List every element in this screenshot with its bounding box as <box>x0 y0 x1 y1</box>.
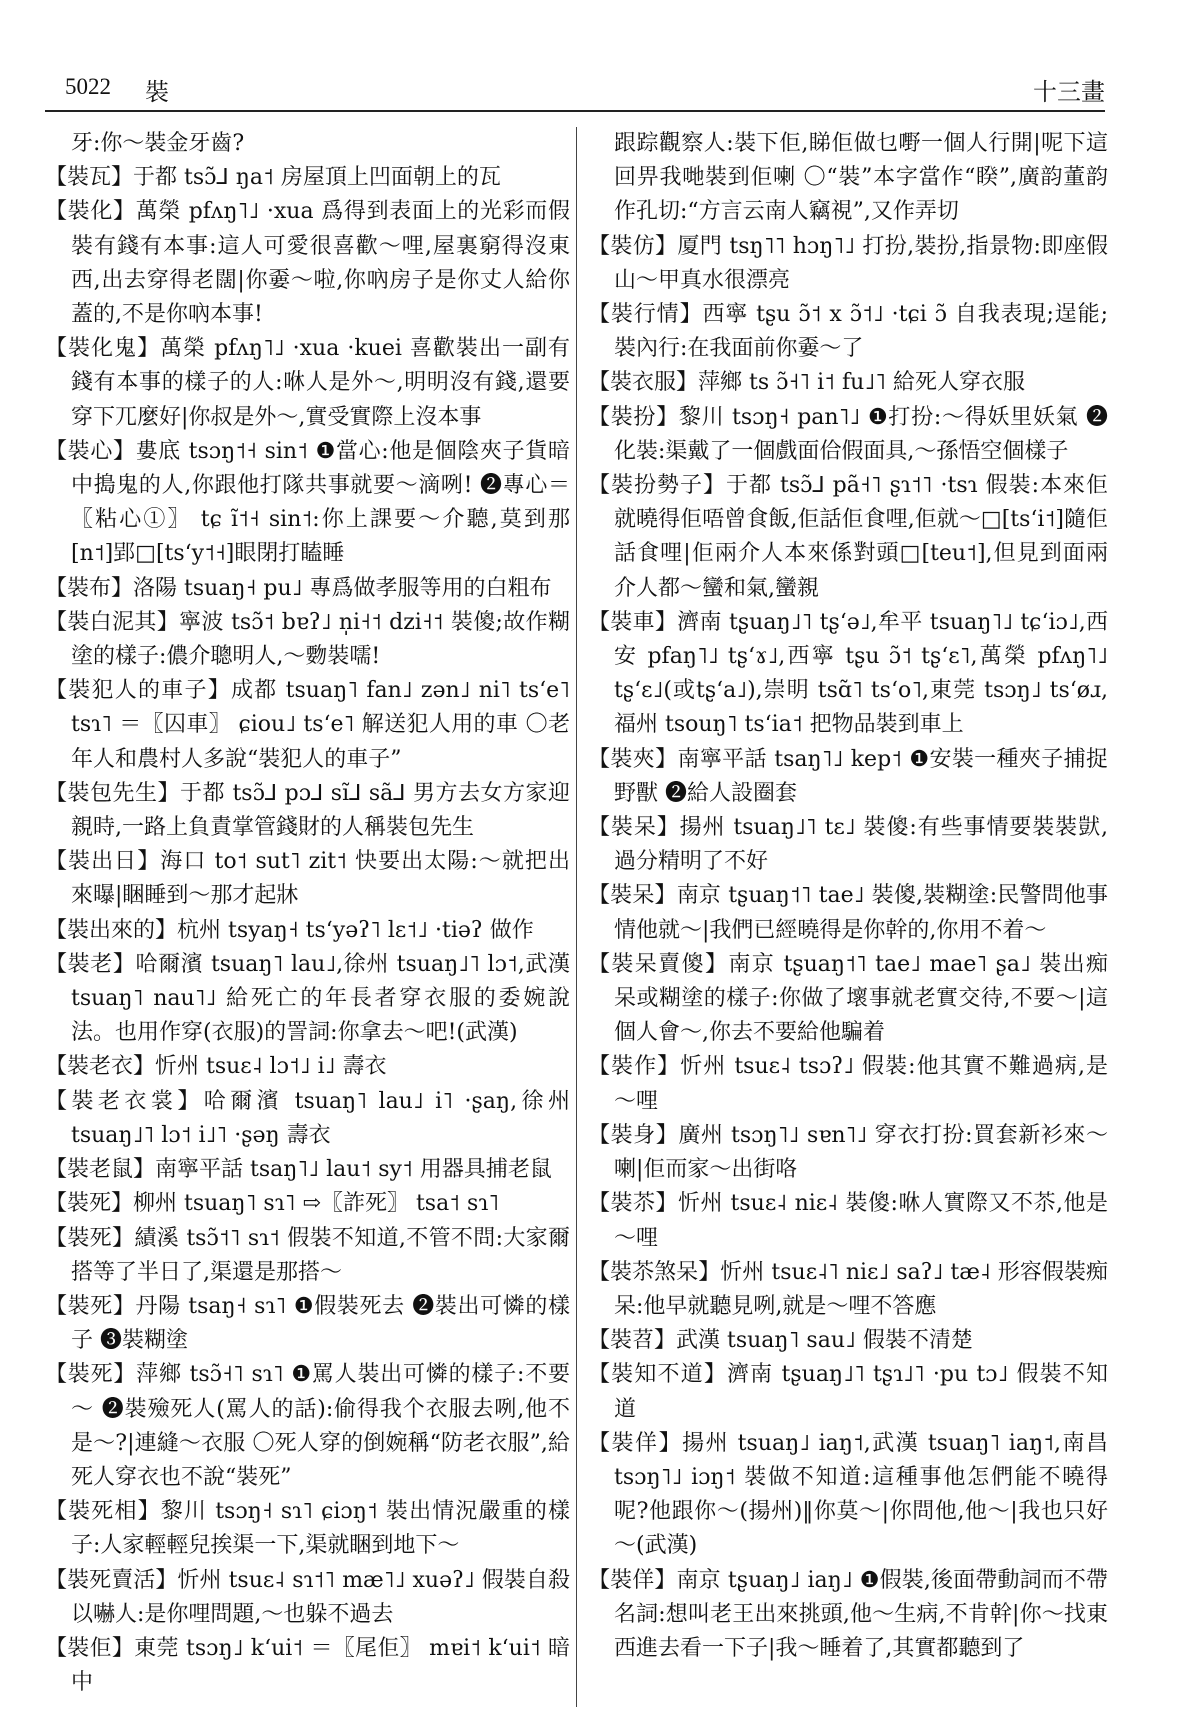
dictionary-entry: 【裝死相】黎川 tsɔŋ˧ sɿ˥ ɕiɔŋ˦ 裝出情況嚴重的樣子:人家輕輕兒挨渠一下,渠就睏到地下～ <box>45 1499 570 1559</box>
dictionary-entry: 【裝夾】南寧平話 tsaŋ˥˩ kep˦ ❶安裝一種夾子捕捉野獸 ❷給人設圈套 <box>588 746 1108 806</box>
dictionary-entry: 【裝苶煞呆】忻州 tsuɛ˨˥ niɛ˩ saʔ˩ tæ˨ 形容假裝痴呆:他早就聽見咧,就是～哩不答應 <box>588 1259 1108 1319</box>
dictionary-entry: 【裝呆】揚州 tsuaŋ˩˥ tɛ˩ 裝傻:有些事情要裝裝獃,過分精明了不好 <box>588 815 1108 875</box>
dictionary-entry: 【裝死】丹陽 tsaŋ˧ sɿ˥ ❶假裝死去 ❷裝出可憐的樣子 ❸裝糊塗 <box>45 1293 570 1354</box>
dictionary-entry: 【裝車】濟南 tʂuaŋ˩˥ tʂʻə˩,牟平 tsuaŋ˥˩ tɕʻiɔ˩,西安 pfaŋ˥˩ tʂʻɤ˩,西寧 tʂu ɔ̃˦ tʂʻɛ˥,萬榮 pfʌŋ˥˩ tʂʻɛ˩(或tʂʻa˩),崇明 tsɑ̃˥ tsʻo˥,東莞 tsɔŋ˩ tsʻøɹ,福州 tsouŋ˥ tsʻia˦ 把物品裝到車上 <box>588 609 1108 738</box>
page-number: 5022 <box>65 74 111 99</box>
dictionary-entry: 【裝老衣】忻州 tsuɛ˨ lɔ˦˩ i˩ 壽衣 <box>45 1054 387 1080</box>
continued-text: 牙:你～裝金牙齒? <box>71 131 245 156</box>
dictionary-entry: 【裝扮】黎川 tsɔŋ˧ pan˥˩ ❶打扮:～得妖里妖氣 ❷化裝:渠戴了一個戲面佮假面具,～孫悟空個樣子 <box>588 404 1108 464</box>
dictionary-entry: 【裝犯人的車子】成都 tsuaŋ˥ fan˩ zən˩ ni˥ tsʻe˥ tsɿ˥ ＝〖囚車〗 ɕiou˩ tsʻe˥ 解送犯人用的車 〇老年人和農村人多說“裝犯人的車子” <box>45 678 570 772</box>
dictionary-entry: 【裝苶】忻州 tsuɛ˨ niɛ˨ 裝傻:咻人實際又不苶,他是～哩 <box>588 1191 1108 1251</box>
dictionary-entry: 【裝死】績溪 tsɔ̃˦˥ sɿ˦ 假裝不知道,不管不問:大家爾搭等了半日了,渠還是那搭～ <box>45 1225 570 1285</box>
dictionary-entry: 【裝佢】東莞 tsɔŋ˩ kʻui˦ ＝〖尾佢〗 mɐi˦ kʻui˦ 暗中 <box>45 1635 570 1696</box>
dictionary-entry: 【裝包先生】于都 tsɔ̃⅃ pɔ⅃ sĩ⅃ sã⅃ 男方去女方家迎親時,一路上負責掌管錢財的人稱裝包先生 <box>45 780 570 841</box>
dictionary-entry: 【裝佯】揚州 tsuaŋ˩ iaŋ˦,武漢 tsuaŋ˥ iaŋ˦,南昌 tsɔŋ˥˩ iɔŋ˦ 裝做不知道:這種事他怎們能不曉得呢?他跟你～(揚州)‖你莫～|你問他,他～|我也只好～(武漢) <box>588 1430 1108 1559</box>
dictionary-entry: 【裝苕】武漢 tsuaŋ˥ sau˩ 假裝不清楚 <box>588 1328 973 1354</box>
stroke-section: 十三畫 <box>1033 78 1105 106</box>
dictionary-entry: 【裝呆】南京 tʂuaŋ˦˥ tae˩ 裝傻,裝糊塗:民警問他事情他就～|我們已經曉得是你幹的,你用不着～ <box>588 883 1108 943</box>
dictionary-entry: 【裝化鬼】萬榮 pfʌŋ˥˩ ·xua ·kuei 喜歡裝出一副有錢有本事的樣子的人:咻人是外～,明明沒有錢,還要穿下兀麼好|你叔是外～,實受實際上沒本事 <box>45 336 570 430</box>
dictionary-entry: 【裝化】萬榮 pfʌŋ˥˩ ·xua 爲得到表面上的光彩而假裝有錢有本事:這人可愛很喜歡～哩,屋裏窮得沒東西,出去穿得老闊|你嫑～啦,你吶房子是你丈人給你蓋的,不是你吶本事! <box>45 199 570 328</box>
left-column <box>45 127 570 1700</box>
dictionary-entry: 【裝出來的】杭州 tsyaŋ˧ tsʻyəʔ˥ lɛ˦˩ ·tiəʔ 做作 <box>45 917 534 943</box>
continued-text: 跟踪觀察人:裝下佢,睇佢做乜嘢一個人行開|呢下這回畀我哋裝到佢喇 〇“裝”本字當作“睽”,廣韵董韵作孔切:“方言云南人竊視”,又作弄切 <box>614 131 1108 225</box>
dictionary-entry: 【裝老鼠】南寧平話 tsaŋ˥˩ lau˦ sy˦ 用器具捕老鼠 <box>45 1157 552 1183</box>
dictionary-entry: 【裝佯】南京 tʂuaŋ˩ iaŋ˩ ❶假裝,後面帶動詞而不帶名詞:想叫老王出來挑頭,他～生病,不肯幹|你～找東西進去看一下子|我～睡着了,其實都聽到了 <box>588 1567 1108 1661</box>
dictionary-entry: 【裝作】忻州 tsuɛ˨ tsɔʔ˩ 假裝:他其實不難過病,是～哩 <box>588 1054 1108 1114</box>
head-character: 裝 <box>145 78 169 106</box>
dictionary-entry: 【裝布】洛陽 tsuaŋ˧ pu˩ 專爲做孝服等用的白粗布 <box>45 575 552 601</box>
dictionary-entry: 【裝死賣活】忻州 tsuɛ˨ sɿ˦˥ mæ˥˩ xuəʔ˩ 假裝自殺以嚇人:是你哩問題,～也躲不過去 <box>45 1567 570 1627</box>
dictionary-entry: 【裝死】柳州 tsuaŋ˥ sɿ˥ ⇨〖詐死〗 tsa˦ sɿ˥ <box>45 1191 500 1217</box>
dictionary-entry: 【裝扮勢子】于都 tsɔ̃⅃ pã˧˥ ʂɿ˦˥ ·tsɿ 假裝:本來佢就曉得佢唔曾食飯,佢話佢食哩,佢就～□[tsʻi˦]隨佢話食哩|佢兩介人本來係對頭□[teu˦],但見到面兩介人都～蠻和氣,蠻親 <box>588 473 1108 601</box>
dictionary-entry: 【裝知不道】濟南 tʂuaŋ˩˥ tʂɿ˩˥ ·pu tɔ˩ 假裝不知道 <box>588 1362 1108 1422</box>
dictionary-entry: 【裝心】婁底 tsɔŋ˦˧ sin˦ ❶當心:他是個陰夾子貨暗中搗鬼的人,你跟他打隊共事就要～滴咧! ❷專心＝〖粘心①〗 tɕ ĩ˦˧ sin˦:你上課要～介聽,莫到那[n˦]郢□[tsʻy˦˧]眼閉打瞌睡 <box>45 438 570 567</box>
dictionary-entry: 【裝出日】海口 to˦ sut˥ zit˦ 快要出太陽:～就把出來曝|睏睡到～那才起牀 <box>45 849 570 909</box>
dictionary-entry: 【裝呆賣傻】南京 tʂuaŋ˦˥ tae˩ mae˥ ʂa˩ 裝出痴呆或糊塗的樣子:你做了壞事就老實交待,不要～|這個人會～,你去不要給他騙着 <box>588 951 1108 1046</box>
page-header <box>45 70 1105 112</box>
dictionary-entry: 【裝衣服】萍鄉 ts ɔ̃˧˥ i˦ fu˩˥ 給死人穿衣服 <box>588 370 1026 396</box>
dictionary-entry: 【裝行情】西寧 tʂu ɔ̃˦ x ɔ̃˦˩ ·tɕi ɔ̃ 自我表現;逞能;裝內行:在我面前你嫑～了 <box>588 302 1108 362</box>
dictionary-entry: 【裝老】哈爾濱 tsuaŋ˥ lau˩,徐州 tsuaŋ˩˥ lɔ˦,武漢 tsuaŋ˥ nau˥˩ 給死亡的年長者穿衣服的委婉說法。也用作穿(衣服)的詈詞:你拿去～吧!(武漢) <box>45 951 570 1046</box>
dictionary-entry: 【裝老衣裳】哈爾濱 tsuaŋ˥ lau˩ i˥ ·ʂaŋ,徐州 tsuaŋ˩˥ lɔ˦ i˩˥ ·ʂəŋ 壽衣 <box>45 1088 570 1148</box>
dictionary-entry: 【裝白泥其】寧波 tsɔ̃˦ bɐʔ˩ n̩i˧˦ dzi˧˦ 裝傻;故作糊塗的樣子:儂介聰明人,～覅裝嚅! <box>45 609 570 670</box>
dictionary-entry: 【裝瓦】于都 tsɔ̃⅃ ŋa˦ 房屋頂上凹面朝上的瓦 <box>45 165 501 191</box>
dictionary-entry: 【裝仿】厦門 tsŋ˥˥ hɔŋ˥˩ 打扮,裝扮,指景物:即座假山～甲真水很漂亮 <box>588 233 1108 293</box>
column-divider <box>576 127 577 1707</box>
right-column <box>588 127 1108 1666</box>
dictionary-entry: 【裝身】廣州 tsɔŋ˥˩ sɐn˥˩ 穿衣打扮:買套新衫來～喇|佢而家～出街咯 <box>588 1122 1108 1183</box>
dictionary-entry: 【裝死】萍鄉 tsɔ̃˧˥ sɿ˥ ❶罵人裝出可憐的樣子:不要～ ❷裝殮死人(罵人的話):偷得我个衣服去咧,他不是～?|連縫～衣服 〇死人穿的倒婉稱“防老衣服”,給死人穿衣也不說“裝死” <box>45 1362 570 1490</box>
